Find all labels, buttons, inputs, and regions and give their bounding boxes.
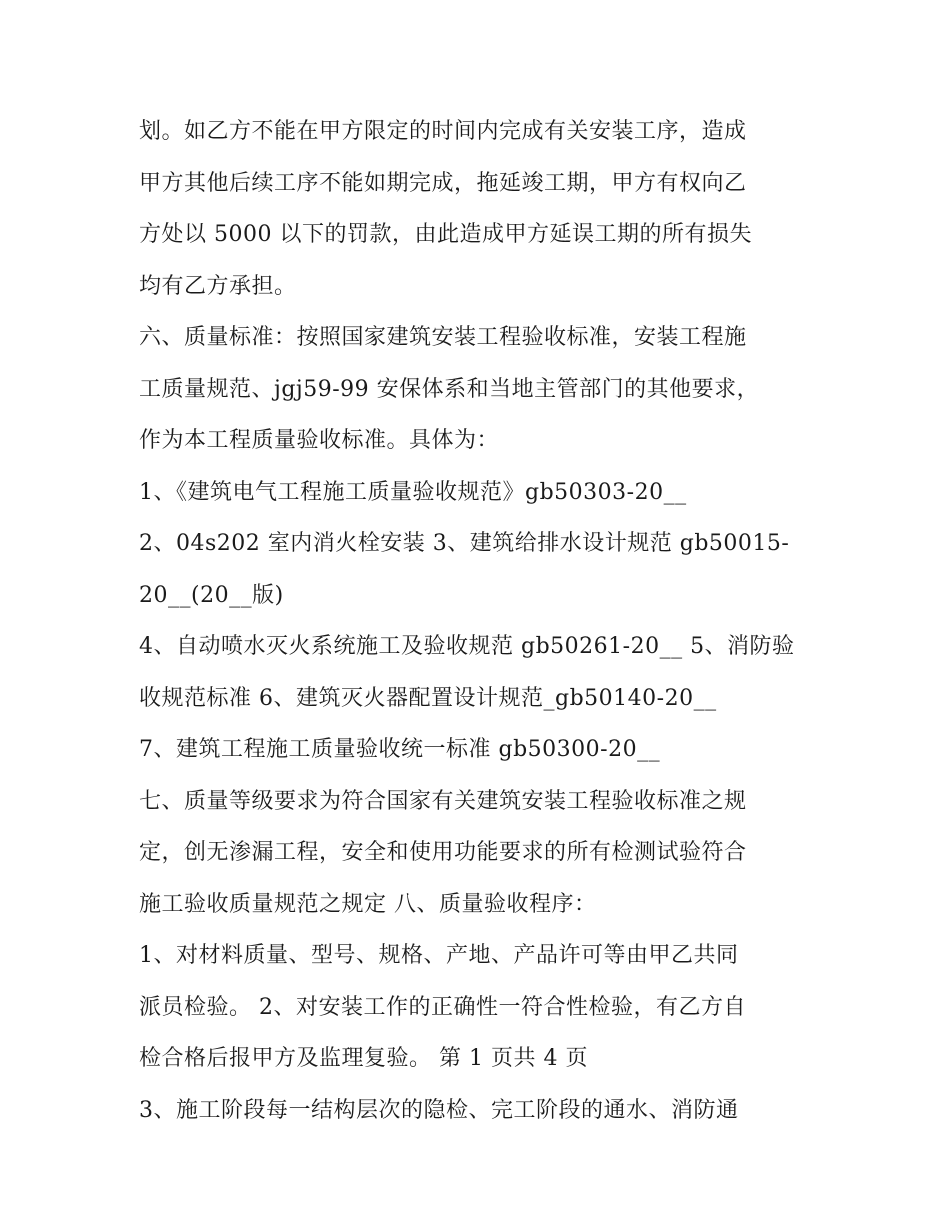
text-line: 定，创无渗漏工程，安全和使用功能要求的所有检测试验符合 — [139, 840, 747, 865]
standard-list-item: 2、04s202 室内消火栓安装 3、建筑给排水设计规范 gb50015- — [139, 531, 790, 556]
text-line: 划。如乙方不能在甲方限定的时间内完成有关安装工序，造成 — [139, 119, 747, 144]
document-body — [139, 106, 819, 1136]
text-line: 20__(20__版) — [139, 582, 284, 608]
section-heading-quality-grade: 七、质量等级要求为符合国家有关建筑安装工程验收标准之规 — [139, 788, 747, 814]
text-line: 派员检验。 2、对安装工作的正确性一符合性检验，有乙方自 — [139, 994, 746, 1020]
text-line: 收规范标准 6、建筑灭火器配置设计规范_gb50140-20__ — [139, 685, 717, 711]
standard-list-item: 4、自动喷水灭火系统施工及验收规范 gb50261-20__ 5、消防验 — [139, 634, 795, 659]
standard-list-item: 1、《建筑电气工程施工质量验收规范》gb50303-20__ — [139, 479, 687, 505]
section-heading-quality-standard: 六、质量标准：按照国家建筑安装工程验收标准，安装工程施 — [139, 325, 747, 350]
text-line: 工质量规范、jgj59-99 安保体系和当地主管部门的其他要求， — [139, 376, 760, 402]
text-line: 作为本工程质量验收标准。具体为： — [139, 428, 500, 453]
text-line: 均有乙方承担。 — [139, 273, 297, 299]
text-line: 方处以 5000 以下的罚款，由此造成甲方延误工期的所有损失 — [139, 222, 752, 247]
procedure-list-item: 1、对材料质量、型号、规格、产地、产品许可等由甲乙共同 — [139, 943, 739, 968]
text-line: 施工验收质量规范之规定 八、质量验收程序： — [139, 891, 597, 917]
procedure-list-item: 3、施工阶段每一结构层次的隐检、完工阶段的通水、消防通 — [139, 1097, 739, 1123]
text-line: 甲方其他后续工序不能如期完成，拖延竣工期，甲方有权向乙 — [139, 170, 747, 196]
page-number-line: 检合格后报甲方及监理复验。 第 1 页共 4 页 — [139, 1046, 588, 1071]
standard-list-item: 7、建筑工程施工质量验收统一标准 gb50300-20__ — [139, 737, 661, 762]
